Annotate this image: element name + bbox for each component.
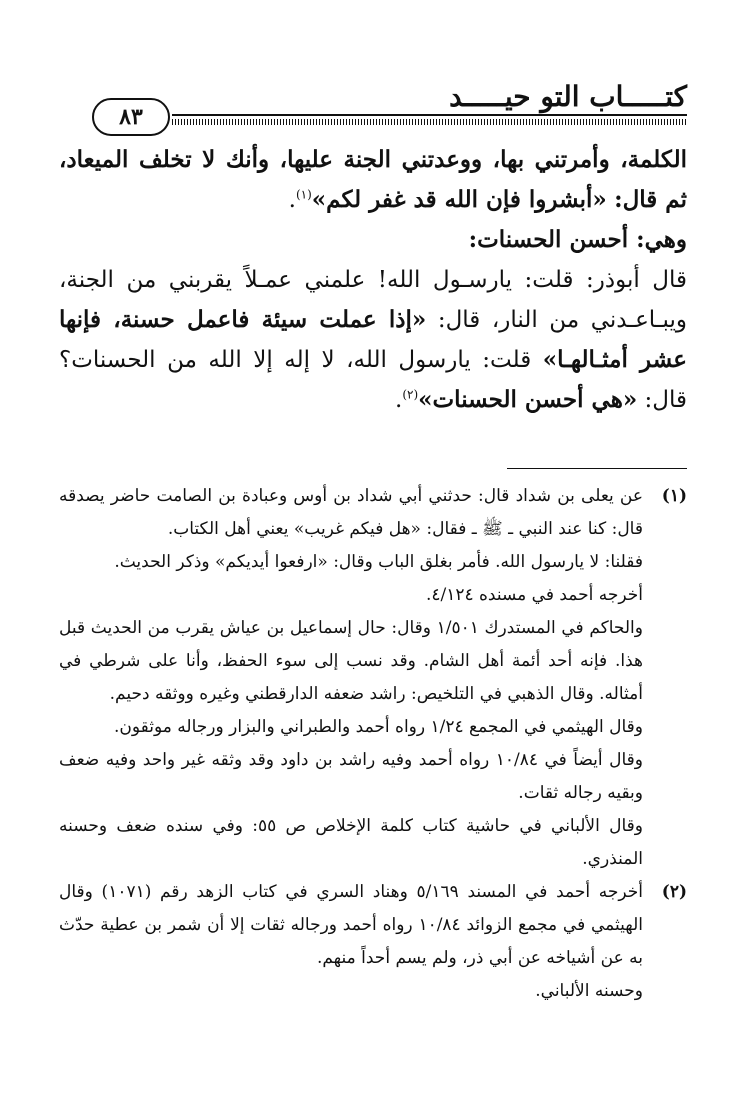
paragraph-1 [59, 140, 687, 220]
footnote-1 [59, 480, 687, 876]
footnotes [59, 480, 687, 1008]
footnote-number: (١) [661, 486, 687, 506]
footnote-line: أخرجه أحمد في المسند ٥/١٦٩ وهناد السري في كتاب الزهد رقم (١٠٧١) وقال الهيثمي في مجمع الزوائد ١٠/٨٤ رواه أحمد ورجاله ثقات إلا أن شمر بن عطية حدّث به عن أشياخه عن أبي ذر، ولم يسم أحداً منهم. [59, 882, 644, 968]
footnote-ref-2: (٢) [402, 387, 419, 402]
paragraph-2-text: قال أبوذر: قلت: يارسـول الله! علمني عمـلاً يقربني من الجنة، ويبـاعـدني من النار، قال: [59, 267, 687, 333]
paragraph-1-end: . [288, 187, 296, 213]
hadith-quote: «أبشروا فإن الله قد غفر لكم» [311, 186, 607, 213]
footnote-separator [507, 468, 687, 469]
section-heading: وهي: أحسن الحسنات: [468, 226, 687, 253]
header-rule [172, 114, 687, 126]
paragraph-2 [59, 260, 687, 420]
footnote-line: وقال أيضاً في ١٠/٨٤ رواه أحمد وفيه راشد بن داود وقد وثقه غير واحد وفيه ضعف وبقيه رجاله ثقات. [59, 750, 643, 803]
page-header [92, 76, 687, 130]
book-title: كتـــــاب التو حيـــــد [449, 80, 687, 113]
footnote-line: وقال الألباني في حاشية كتاب كلمة الإخلاص ص ٥٥: وفي سنده ضعف وحسنه المنذري. [59, 816, 643, 869]
paragraph-1-text: الكلمة، وأمرتني بها، ووعدتني الجنة عليها، وأنك لا تخلف الميعاد، ثم قال: [59, 146, 687, 213]
footnote-number: (٢) [661, 882, 687, 902]
footnote-line: فقلنا: لا يارسول الله. فأمر بغلق الباب وقال: «ارفعوا أيديكم» وذكر الحديث. [114, 552, 643, 572]
page-number: ٨٣ [92, 98, 170, 136]
hadith-quote: «هي أحسن الحسنات» [418, 386, 638, 413]
paragraph-2-text: قلت: يارسول الله، لا إله إلا الله من الحسنات؟ قال: [59, 347, 687, 413]
paragraph-2-end: . [395, 387, 403, 413]
footnote-2 [59, 876, 687, 1008]
hadith-quote: «إذا عملت سيئة فاعمل حسنة، فإنها عشر أمثـالهـا» [59, 306, 687, 373]
footnote-line: عن يعلى بن شداد قال: حدثني أبي شداد بن أوس وعبادة بن الصامت حاضر يصدقه قال: كنا عند النبي ـ ﷺ ـ فقال: «هل فيكم غريب» يعني أهل الكتاب. [59, 486, 643, 539]
footnote-line: وحسنه الألباني. [535, 981, 643, 1001]
footnote-ref-1: (١) [295, 187, 312, 202]
footnote-line: أخرجه أحمد في مسنده ٤/١٢٤. [425, 585, 643, 605]
footnote-line: والحاكم في المستدرك ١/٥٠١ وقال: حال إسماعيل بن عياش يقرب من الحديث قبل هذا. فإنه أحد أئمة أهل الشام. وقد نسب إلى سوء الحفظ، وأنا على شرطي في أمثاله. وقال الذهبي في التلخيص: راشد ضعفه الدارقطني وغيره ووثقه دحيم. [59, 618, 643, 704]
footnote-line: وقال الهيثمي في المجمع ١/٢٤ رواه أحمد والطبراني والبزار ورجاله موثقون. [114, 717, 643, 737]
main-text [59, 140, 687, 420]
